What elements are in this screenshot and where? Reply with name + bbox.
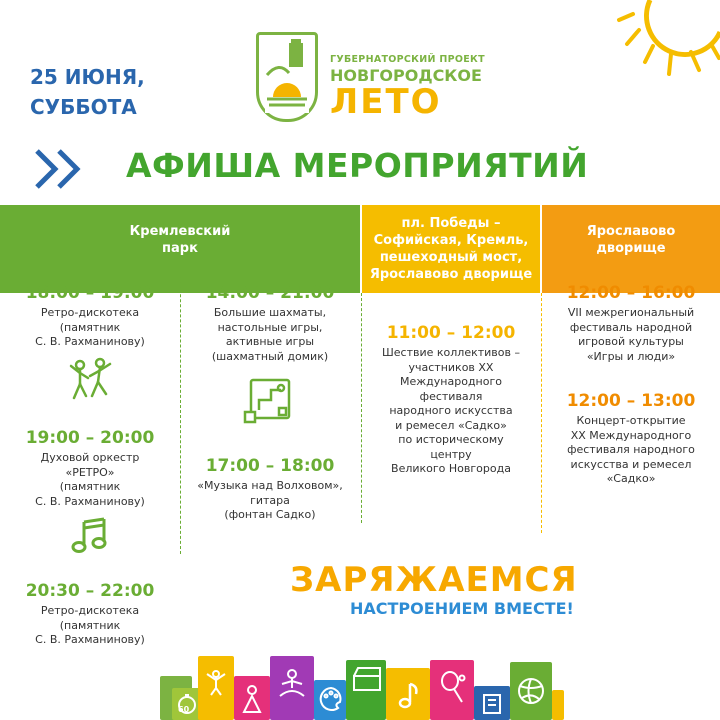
event-desc: фестиваль народной — [569, 320, 693, 334]
music-notes-icon — [70, 516, 112, 556]
sun-icon — [615, 0, 720, 90]
event-desc: по историческому — [398, 433, 504, 446]
event-desc: Международного — [400, 375, 502, 388]
event-desc: Ретро-дискотека — [40, 306, 140, 319]
event-item — [180, 455, 360, 523]
page-title: АФИША МЕРОПРИЯТИЙ — [126, 146, 589, 185]
event-desc: (памятник — [59, 618, 121, 632]
event-desc: фестиваля народного — [567, 443, 695, 456]
logo-badge-icon — [256, 32, 318, 122]
yoga-icon — [276, 668, 308, 700]
event-desc: С. В. Рахманинову) — [35, 335, 145, 348]
event-item — [362, 322, 540, 477]
header-line: дворище — [596, 241, 666, 256]
event-item — [542, 390, 720, 487]
board-game-icon — [243, 374, 295, 426]
dancing-people-icon — [68, 356, 114, 402]
event-time: 14:00 – 21:00 — [205, 283, 335, 303]
event-desc: «Музыка над Волховом», — [197, 479, 343, 492]
event-desc: Концерт-открытие — [576, 414, 686, 427]
column-header-victory-square — [362, 205, 540, 293]
event-desc: искусства и ремесел — [570, 457, 692, 471]
event-item — [0, 282, 180, 350]
logo-leto: ЛЕТО — [330, 82, 442, 122]
music-note-icon — [396, 680, 420, 710]
header-line: Софийская, Кремль, — [373, 233, 529, 248]
event-time: 20:30 – 22:00 — [25, 581, 155, 601]
event-desc: фестиваля — [419, 389, 483, 403]
event-item — [0, 580, 180, 648]
event-desc: гитара — [250, 493, 290, 507]
event-desc: «Садко» — [606, 472, 656, 485]
event-desc: (памятник — [59, 480, 121, 493]
event-desc: настольные игры, — [217, 320, 323, 334]
event-desc: (памятник — [59, 320, 121, 334]
stopwatch-label: 60 — [178, 705, 190, 714]
header-line: пешеходный мост, — [379, 250, 523, 265]
event-time: 17:00 – 18:00 — [205, 456, 335, 476]
logo-subtitle: ГУБЕРНАТОРСКИЙ ПРОЕКТ — [330, 54, 485, 65]
event-desc: «РЕТРО» — [65, 465, 115, 479]
event-item — [180, 282, 360, 364]
film-clapper-icon — [352, 666, 382, 692]
event-desc: XX Международного — [570, 428, 692, 442]
column-header-yaroslav-court — [542, 205, 720, 293]
event-desc: участников XX — [408, 360, 494, 374]
event-desc: Великого Новгорода — [391, 462, 511, 475]
event-desc: С. В. Рахманинову) — [35, 633, 145, 646]
juggler-icon — [203, 666, 229, 696]
header-line: Ярославово дворище — [369, 267, 533, 282]
logo-name: НОВГОРОДСКОЕ — [330, 66, 482, 85]
event-time: 12:00 – 13:00 — [566, 391, 696, 411]
event-desc: Ретро-дискотека — [40, 604, 140, 617]
event-desc: (фонтан Садко) — [224, 508, 316, 521]
weekday-line: СУББОТА — [30, 95, 137, 119]
badminton-icon — [438, 670, 468, 704]
event-desc: VII межрегиональный — [567, 306, 695, 319]
header-line: Ярославово — [586, 224, 676, 239]
event-desc: Большие шахматы, — [213, 306, 327, 319]
header-line: парк — [162, 241, 198, 256]
child-icon — [240, 684, 264, 714]
header-line: Кремлевский — [129, 224, 231, 239]
event-desc: Духовой оркестр — [40, 451, 140, 464]
event-time: 12:00 – 16:00 — [566, 283, 696, 303]
event-desc: С. В. Рахманинову) — [35, 494, 145, 508]
event-desc: (шахматный домик) — [211, 349, 329, 363]
book-icon — [480, 692, 504, 716]
palette-icon — [318, 686, 344, 712]
event-time: 11:00 – 12:00 — [386, 323, 516, 343]
header-line: пл. Победы – — [401, 216, 501, 231]
event-time: 19:00 – 20:00 — [25, 428, 155, 448]
tile — [552, 690, 564, 720]
event-desc: «Игры и люди» — [586, 349, 676, 363]
event-desc: центру — [430, 447, 472, 461]
chevrons-icon — [33, 148, 103, 190]
event-desc: игровой культуры — [578, 335, 684, 348]
event-time: 18:00 – 19:00 — [25, 283, 155, 303]
slogan-line-1: ЗАРЯЖАЕМСЯ — [290, 560, 578, 600]
volleyball-icon — [516, 676, 546, 706]
event-desc: народного искусства — [389, 404, 513, 417]
date-line: 25 ИЮНЯ, — [30, 65, 145, 89]
event-desc: Шествие коллективов – — [382, 346, 520, 359]
event-item — [0, 427, 180, 509]
slogan-line-2: НАСТРОЕНИЕМ ВМЕСТЕ! — [350, 599, 574, 618]
event-item — [542, 282, 720, 364]
event-desc: активные игры — [225, 335, 315, 348]
event-date — [30, 62, 145, 122]
event-desc: и ремесел «Садко» — [395, 418, 507, 432]
